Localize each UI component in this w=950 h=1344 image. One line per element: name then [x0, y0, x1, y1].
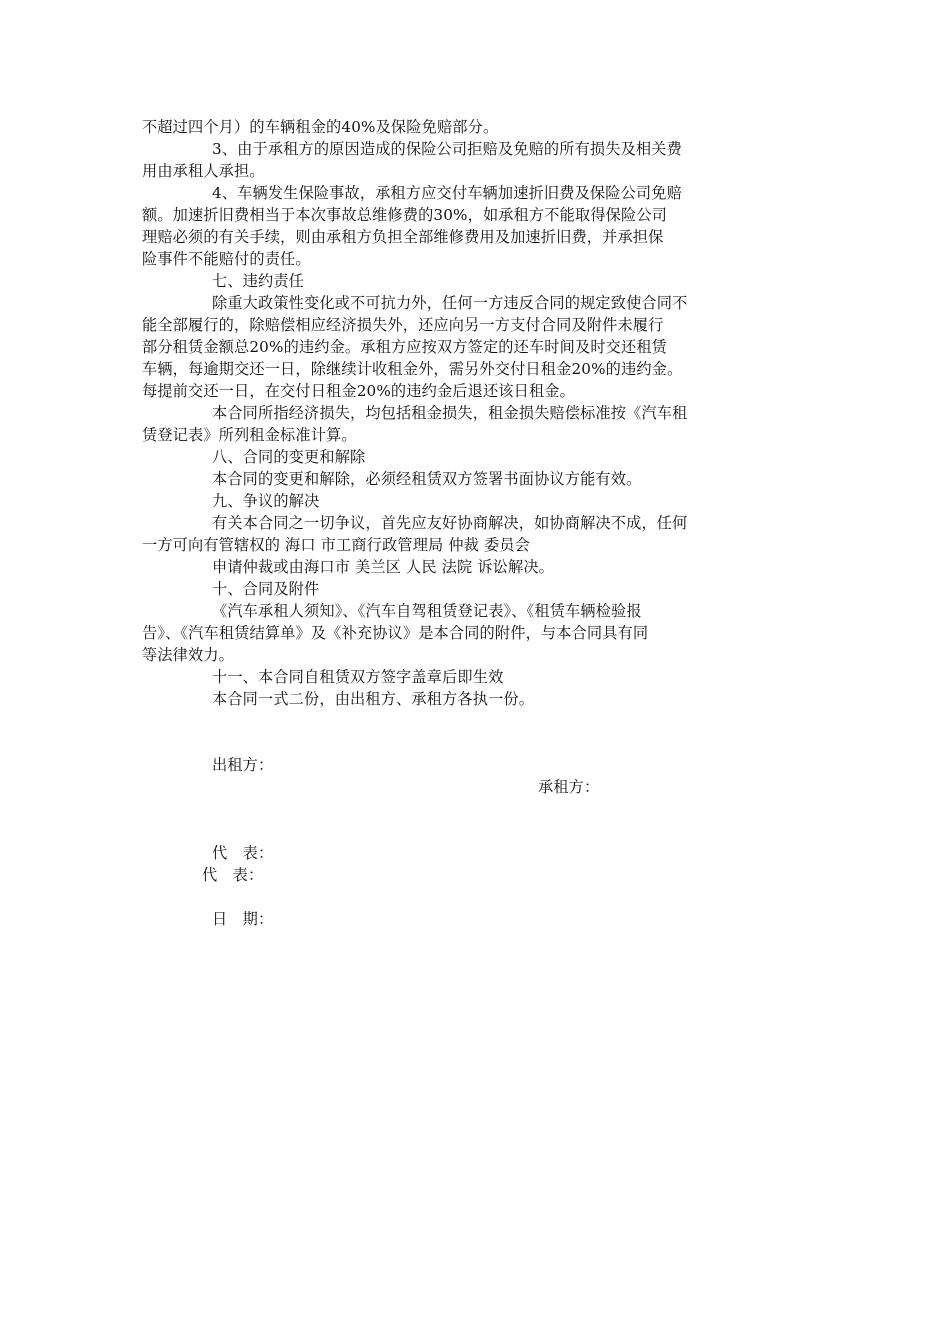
section-heading: 十、合同及附件 — [212, 580, 320, 598]
body-line: 理赔必须的有关手续，则由承租方负担全部维修费用及加速折旧费，并承担保 — [142, 228, 664, 246]
body-line: 本合同所指经济损失，均包括租金损失，租金损失赔偿标准按《汽车租 — [212, 404, 688, 422]
body-line: 除重大政策性变化或不可抗力外，任何一方违反合同的规定致使合同不 — [212, 294, 688, 312]
body-line: 能全部履行的，除赔偿相应经济损失外，还应向另一方支付合同及附件未履行 — [142, 316, 664, 334]
body-line: 部分租赁金额总20%的违约金。承租方应按双方签定的还车时间及时交还租赁 — [142, 338, 668, 356]
body-line: 申请仲裁或由海口市 美兰区 人民 法院 诉讼解决。 — [212, 558, 554, 576]
body-line: 额。加速折旧费相当于本次事故总维修费的30%，如承租方不能取得保险公司 — [142, 206, 668, 224]
body-line: 3、由于承租方的原因造成的保险公司拒赔及免赔的所有损失及相关费 — [212, 140, 682, 158]
body-line: 4、车辆发生保险事故，承租方应交付车辆加速折旧费及保险公司免赔 — [212, 184, 682, 202]
section-heading: 九、争议的解决 — [212, 492, 320, 510]
body-line: 有关本合同之一切争议，首先应友好协商解决，如协商解决不成，任何 — [212, 514, 688, 532]
body-line: 赁登记表》所列租金标准计算。 — [142, 426, 357, 444]
section-heading: 七、违约责任 — [212, 272, 305, 290]
section-heading: 十一、本合同自租赁双方签字盖章后即生效 — [212, 668, 504, 686]
body-line: 每提前交还一日，在交付日租金20%的违约金后退还该日租金。 — [142, 382, 575, 400]
representative-label: 代 表： — [212, 844, 274, 862]
lessor-signature-label: 出租方： — [212, 756, 274, 774]
body-line: 告》、《汽车租赁结算单》及《补充协议》是本合同的附件，与本合同具有同 — [142, 624, 649, 642]
body-line: 等法律效力。 — [142, 646, 235, 664]
body-line: 险事件不能赔付的责任。 — [142, 250, 311, 268]
body-line: 用由承租人承担。 — [142, 162, 265, 180]
body-line: 《汽车承租人须知》、《汽车自驾租赁登记表》、《租赁车辆检验报 — [212, 602, 642, 620]
representative-label: 代 表： — [202, 866, 264, 884]
body-line: 不超过四个月）的车辆租金的40%及保险免赔部分。 — [142, 118, 499, 136]
lessee-signature-label: 承租方： — [538, 778, 600, 796]
date-label: 日 期： — [212, 910, 274, 928]
section-heading: 八、合同的变更和解除 — [212, 448, 366, 466]
body-line: 本合同一式二份，由出租方、承租方各执一份。 — [212, 690, 535, 708]
body-line: 一方可向有管辖权的 海口 市工商行政管理局 仲裁 委员会 — [142, 536, 531, 554]
body-line: 车辆，每逾期交还一日，除继续计收租金外，需另外交付日租金20%的违约金。 — [142, 360, 683, 378]
body-line: 本合同的变更和解除，必须经租赁双方签署书面协议方能有效。 — [212, 470, 642, 488]
